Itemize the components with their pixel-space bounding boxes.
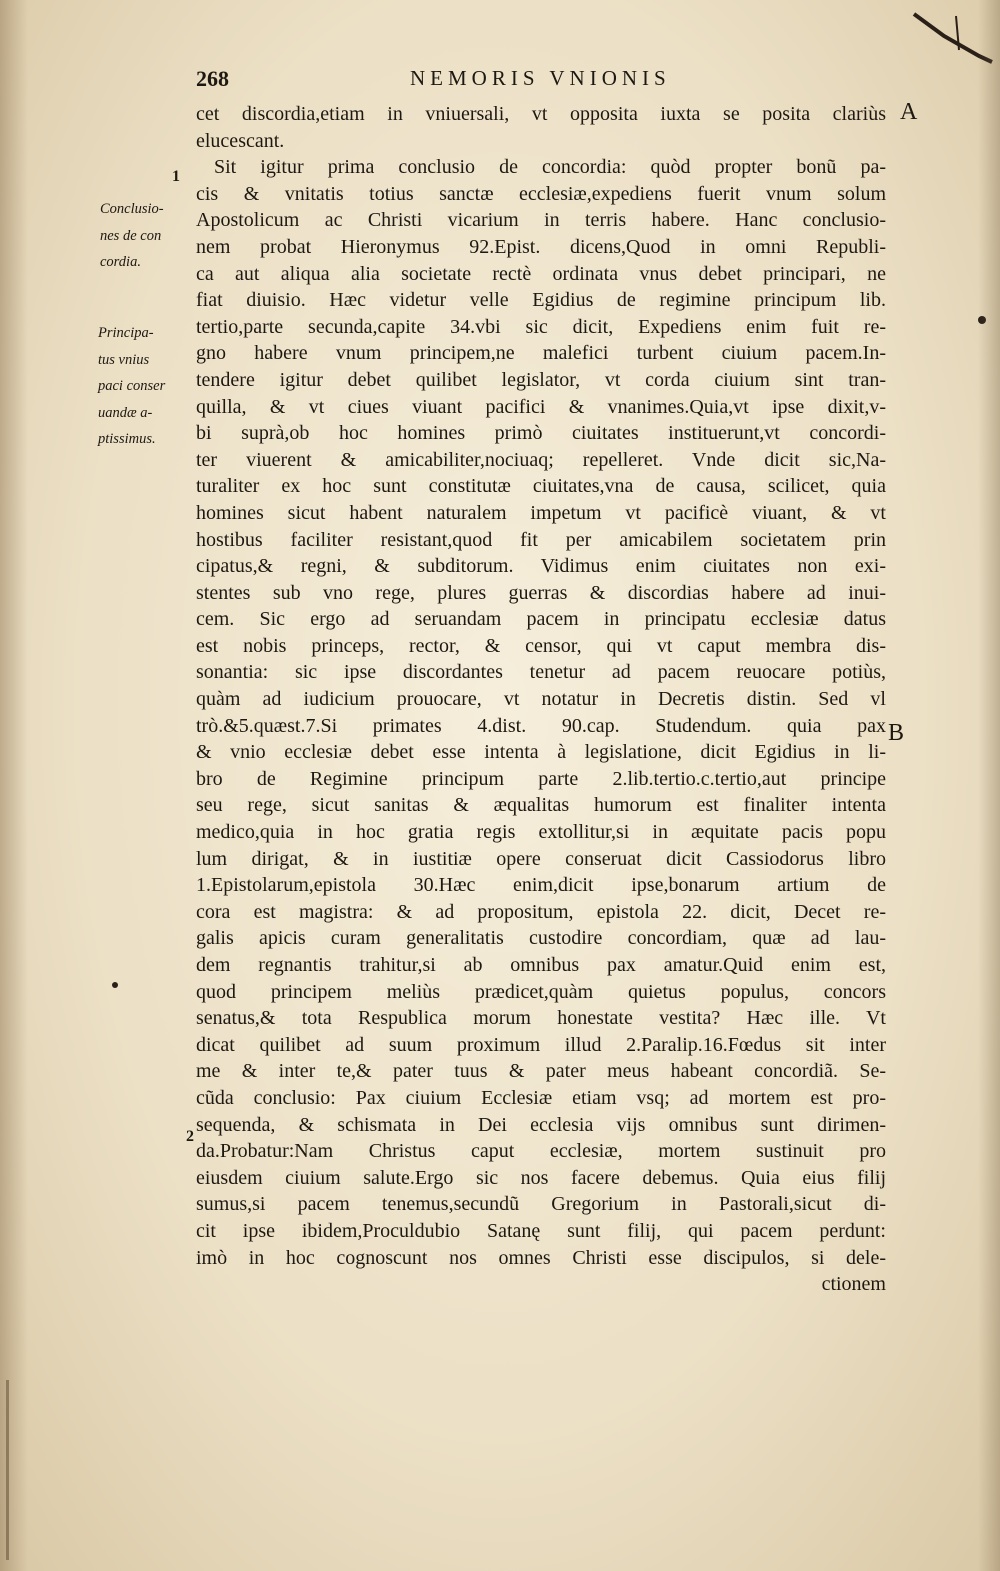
- margin-note-line: tus vnius: [98, 351, 150, 368]
- gutter-shadow: [6, 1380, 9, 1560]
- margin-note-line: paci conser: [98, 378, 166, 395]
- text-line: Sit igitur prima conclusio de concordia: quòd propter bonũ pa-: [214, 156, 886, 179]
- running-title: NEMORIS VNIONIS: [410, 66, 671, 90]
- text-line: cem. Sic ergo ad seruandam pacem in principatu ecclesiæ datus: [196, 608, 886, 631]
- text-line: Apostolicum ac Christi vicarium in terris habere. Hanc conclusio-: [196, 209, 886, 232]
- text-line: fiat diuisio. Hæc videtur velle Egidius de regimine principum lib.: [196, 289, 886, 312]
- text-line: est nobis princeps, rector, & censor, qui vt caput membra dis-: [196, 634, 886, 657]
- text-line: quàm ad iudicium prouocare, vt notatur in Decretis distin. Sed vl: [196, 688, 886, 711]
- text-line: hostibus faciliter resistant,quod fit per amicabilem societatem prin: [196, 528, 886, 551]
- text-line: stentes sub vno rege, plures guerras & discordias habere ad inui-: [196, 581, 886, 604]
- section-letter-a: A: [900, 99, 918, 125]
- text-line: lum dirigat, & in iustitiæ opere conseruat dicit Cassiodorus libro: [196, 847, 886, 870]
- margin-number-2: 2: [186, 1128, 194, 1145]
- text-line: dem regnantis trahitur,si ab omnibus pax amatur.Quid enim est,: [196, 954, 886, 976]
- text-line: sonantia: sic ipse discordantes tenetur ad pacem reuocare potiùs,: [196, 661, 886, 684]
- margin-note-line: cordia.: [100, 254, 141, 271]
- text-line: homines sicut habent naturalem impetum vt pacificè viuant, & vt: [196, 501, 886, 524]
- text-line: cipatus,& regni, & subditorum. Vidimus enim ciuitates non exi-: [196, 555, 886, 578]
- text-line: senatus,& tota Respublica morum honestate vestita? Hæc ille. Vt: [196, 1007, 886, 1030]
- text-line: nem probat Hieronymus 92.Epist. dicens,Quod in omni Republi-: [196, 235, 886, 258]
- main-text-column: [196, 101, 886, 1298]
- ink-spot: [112, 982, 118, 988]
- corner-ink-mark: [904, 6, 994, 66]
- text-line: elucescant.: [196, 129, 285, 152]
- margin-number-1: 1: [172, 168, 180, 185]
- text-line: & vnio ecclesiæ debet esse intenta à legislatione, dicit Egidius in li-: [196, 741, 886, 764]
- text-line: sumus,si pacem tenemus,secundũ Gregorium in Pastorali,sicut di-: [196, 1193, 886, 1216]
- margin-note-line: ptissimus.: [98, 431, 156, 448]
- margin-note-line: Principa-: [98, 325, 154, 341]
- margin-note-line: nes de con: [100, 227, 162, 244]
- text-line: tertio,parte secunda,capite 34.vbi sic dicit, Expediens enim fuit re-: [196, 315, 886, 338]
- text-line: medico,quia in hoc gratia regis extollitur,si in æquitate pacis popu: [196, 821, 886, 844]
- margin-note-conclusiones: [100, 196, 182, 276]
- text-line: turaliter ex hoc sunt constitutæ ciuitates,vna de causa, scilicet, quia: [196, 475, 886, 498]
- text-line: cet discordia,etiam in vniuersali, vt opposita iuxta se posita clariùs: [196, 103, 886, 125]
- text-line: dicat quilibet ad suum proximum illud 2.Paralip.16.Fœdus sit inter: [196, 1033, 886, 1056]
- ink-spot: [978, 316, 986, 324]
- text-line: imò in hoc cognoscunt nos omnes Christi esse discipulos, si dele-: [196, 1246, 886, 1269]
- page-number: 268: [196, 66, 229, 91]
- text-line: da.Probatur:Nam Christus caput ecclesiæ, mortem sustinuit pro: [196, 1140, 886, 1163]
- text-line: ca aut aliqua alia societate rectè ordinata vnus debet principari, ne: [196, 262, 886, 285]
- text-line: bro de Regimine principum parte 2.lib.tertio.c.tertio,aut principe: [196, 767, 886, 790]
- text-line: eiusdem ciuium salute.Ergo sic nos facere debemus. Quia eius filij: [196, 1166, 886, 1189]
- text-line: quilla, & vt ciues viuant pacifici & vnanimes.Quia,vt ipse dixit,v-: [196, 395, 886, 418]
- text-line: trò.&5.quæst.7.Si primates 4.dist. 90.cap. Studendum. quia pax: [196, 714, 886, 737]
- text-line: galis apicis curam generalitatis custodire concordiam, quæ ad lau-: [196, 927, 886, 950]
- text-line: bi suprà,ob hoc homines primò ciuitates instituerunt,vt concordi-: [196, 422, 886, 445]
- text-line: tendere igitur debet quilibet legislator, vt corda ciuium sint tran-: [196, 368, 886, 391]
- text-line: ter viuerent & amicabiliter,nociuaq; repelleret. Vnde dicit sic,Na-: [196, 448, 886, 471]
- text-line: cit ipse ibidem,Proculdubio Satanę sunt filij, qui pacem perdunt:: [196, 1219, 886, 1242]
- running-head: [196, 66, 756, 96]
- section-letter-b: B: [888, 720, 905, 746]
- catchword: ctionem: [821, 1273, 886, 1296]
- margin-note-line: uandæ a-: [98, 404, 153, 421]
- text-line: cũda conclusio: Pax ciuium Ecclesiæ etiam vsq; ad mortem est pro-: [196, 1086, 886, 1109]
- text-line: sequenda, & schismata in Dei ecclesia vijs omnibus sunt dirimen-: [196, 1113, 886, 1136]
- text-line: me & inter te,& pater tuus & pater meus habeant concordiã. Se-: [196, 1060, 886, 1083]
- text-line: seu rege, sicut sanitas & æqualitas humorum est finaliter intenta: [196, 794, 886, 817]
- text-line: quod principem meliùs prædicet,quàm quietus populus, concors: [196, 980, 886, 1003]
- margin-note-line: Conclusio-: [100, 201, 164, 217]
- text-line: cora est magistra: & ad propositum, epistola 22. dicit, Decet re-: [196, 900, 886, 923]
- margin-note-principatus: [98, 320, 184, 453]
- text-line: cis & vnitatis totius sanctæ ecclesiæ,expediens fuerit vnum solum: [196, 182, 886, 205]
- text-line: gno habere vnum principem,ne malefici turbent ciuium pacem.In-: [196, 342, 886, 365]
- text-line: 1.Epistolarum,epistola 30.Hæc enim,dicit ipse,bonarum artium de: [196, 874, 886, 897]
